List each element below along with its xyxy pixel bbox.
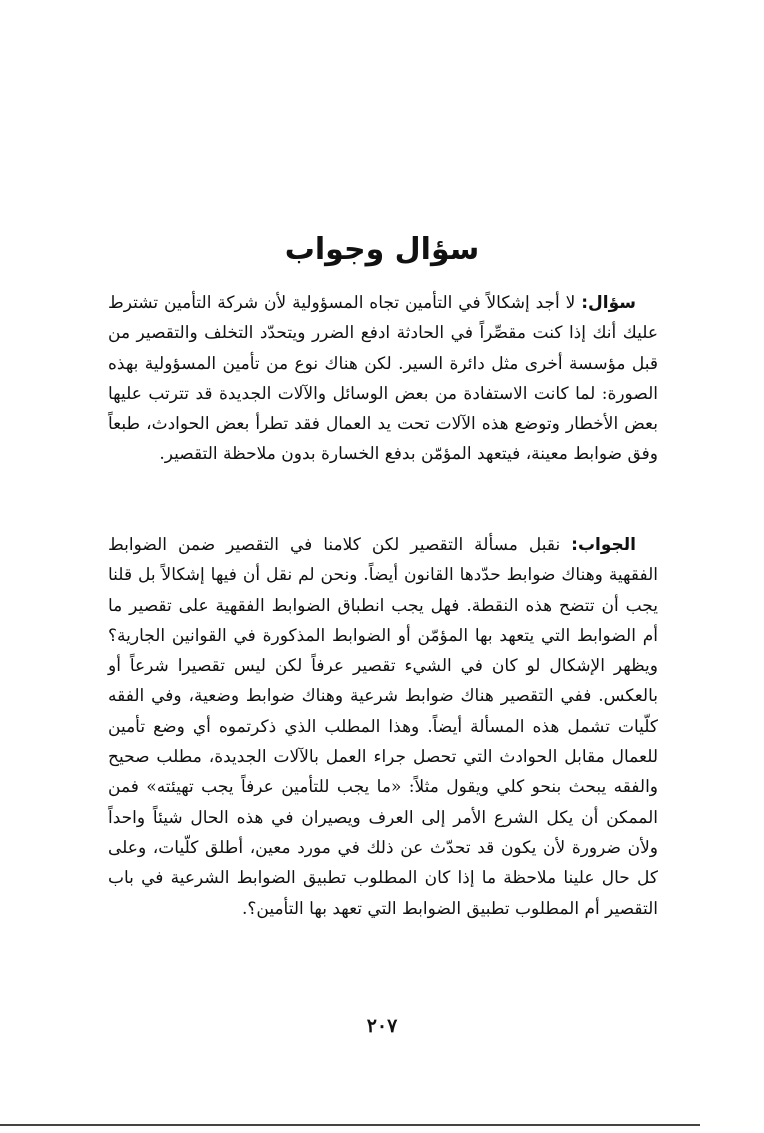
answer-text: نقبل مسألة التقصير لكن كلامنا في التقصير ضمن الضوابط الفقهية وهناك ضوابط حدّدها القانون أيضاً. ونحن لم نقل أن فيها إشكالاً بل قلنا يجب أن تتضح هذه النقطة. فهل يجب انطباق الضوابط الفقهية على تقصير ما أم الضوابط التي يتعهد بها المؤمّن أو الضوابط المذكورة في القوانين الجارية؟ ويظهر الإشكال لو كان في الشيء تقصير عرفاً لكن ليس تقصيرا شرعاً أو بالعكس. ففي التقصير هناك ضوابط شرعية وهناك ضوابط وضعية، وفي الفقه كلّيات تشمل هذه المسألة أيضاً. وهذا المطلب الذي ذكرتموه أي وضع تأمين للعمال مقابل الحوادث التي تحصل جراء العمل بالآلات الجديدة، مطلب صحيح والفقه يبحث بنحو كلي ويقول مثلاً: «ما يجب للتأمين عرفاً يجب تهيئته» فمن الممكن أن يكل الشرع الأمر إلى العرف ويصيران في هذه الحال شيئاً واحداً ولأن ضرورة لأن يكون قد تحدّث عن ذلك في مورد معين، أطلق كلّيات، وعلى كل حال علينا ملاحظة ما إذا كان المطلوب تطبيق الضوابط الشرعية في باب التقصير أم المطلوب تطبيق الضوابط التي تعهد بها التأمين؟. bbox=[108, 535, 658, 919]
answer-paragraph bbox=[108, 530, 658, 924]
question-label: سؤال: bbox=[581, 293, 637, 313]
question-paragraph bbox=[108, 288, 658, 470]
question-text: لا أجد إشكالاً في التأمين تجاه المسؤولية لأن شركة التأمين تشترط عليك أنك إذا كنت مقصِّراً في الحادثة ادفع الضرر ويتحدّد التخلف والتقصير من قبل مؤسسة أخرى مثل دائرة السير. لكن هناك نوع من تأمين المسؤولية بهذه الصورة: لما كانت الاستفادة من بعض الوسائل والآلات الجديدة قد تترتب عليها بعض الأخطار وتوضع هذه الآلات تحت يد العمال فقد تطرأ بعض الحوادث، طبعاً وفق ضوابط معينة، فيتعهد المؤمّن بدفع الخسارة بدون ملاحظة التقصير. bbox=[108, 293, 658, 465]
page-number: ٢٠٧ bbox=[366, 1015, 398, 1037]
section-heading: سؤال وجواب bbox=[284, 232, 480, 267]
bottom-rule bbox=[0, 1124, 700, 1126]
answer-label: الجواب: bbox=[571, 535, 637, 555]
